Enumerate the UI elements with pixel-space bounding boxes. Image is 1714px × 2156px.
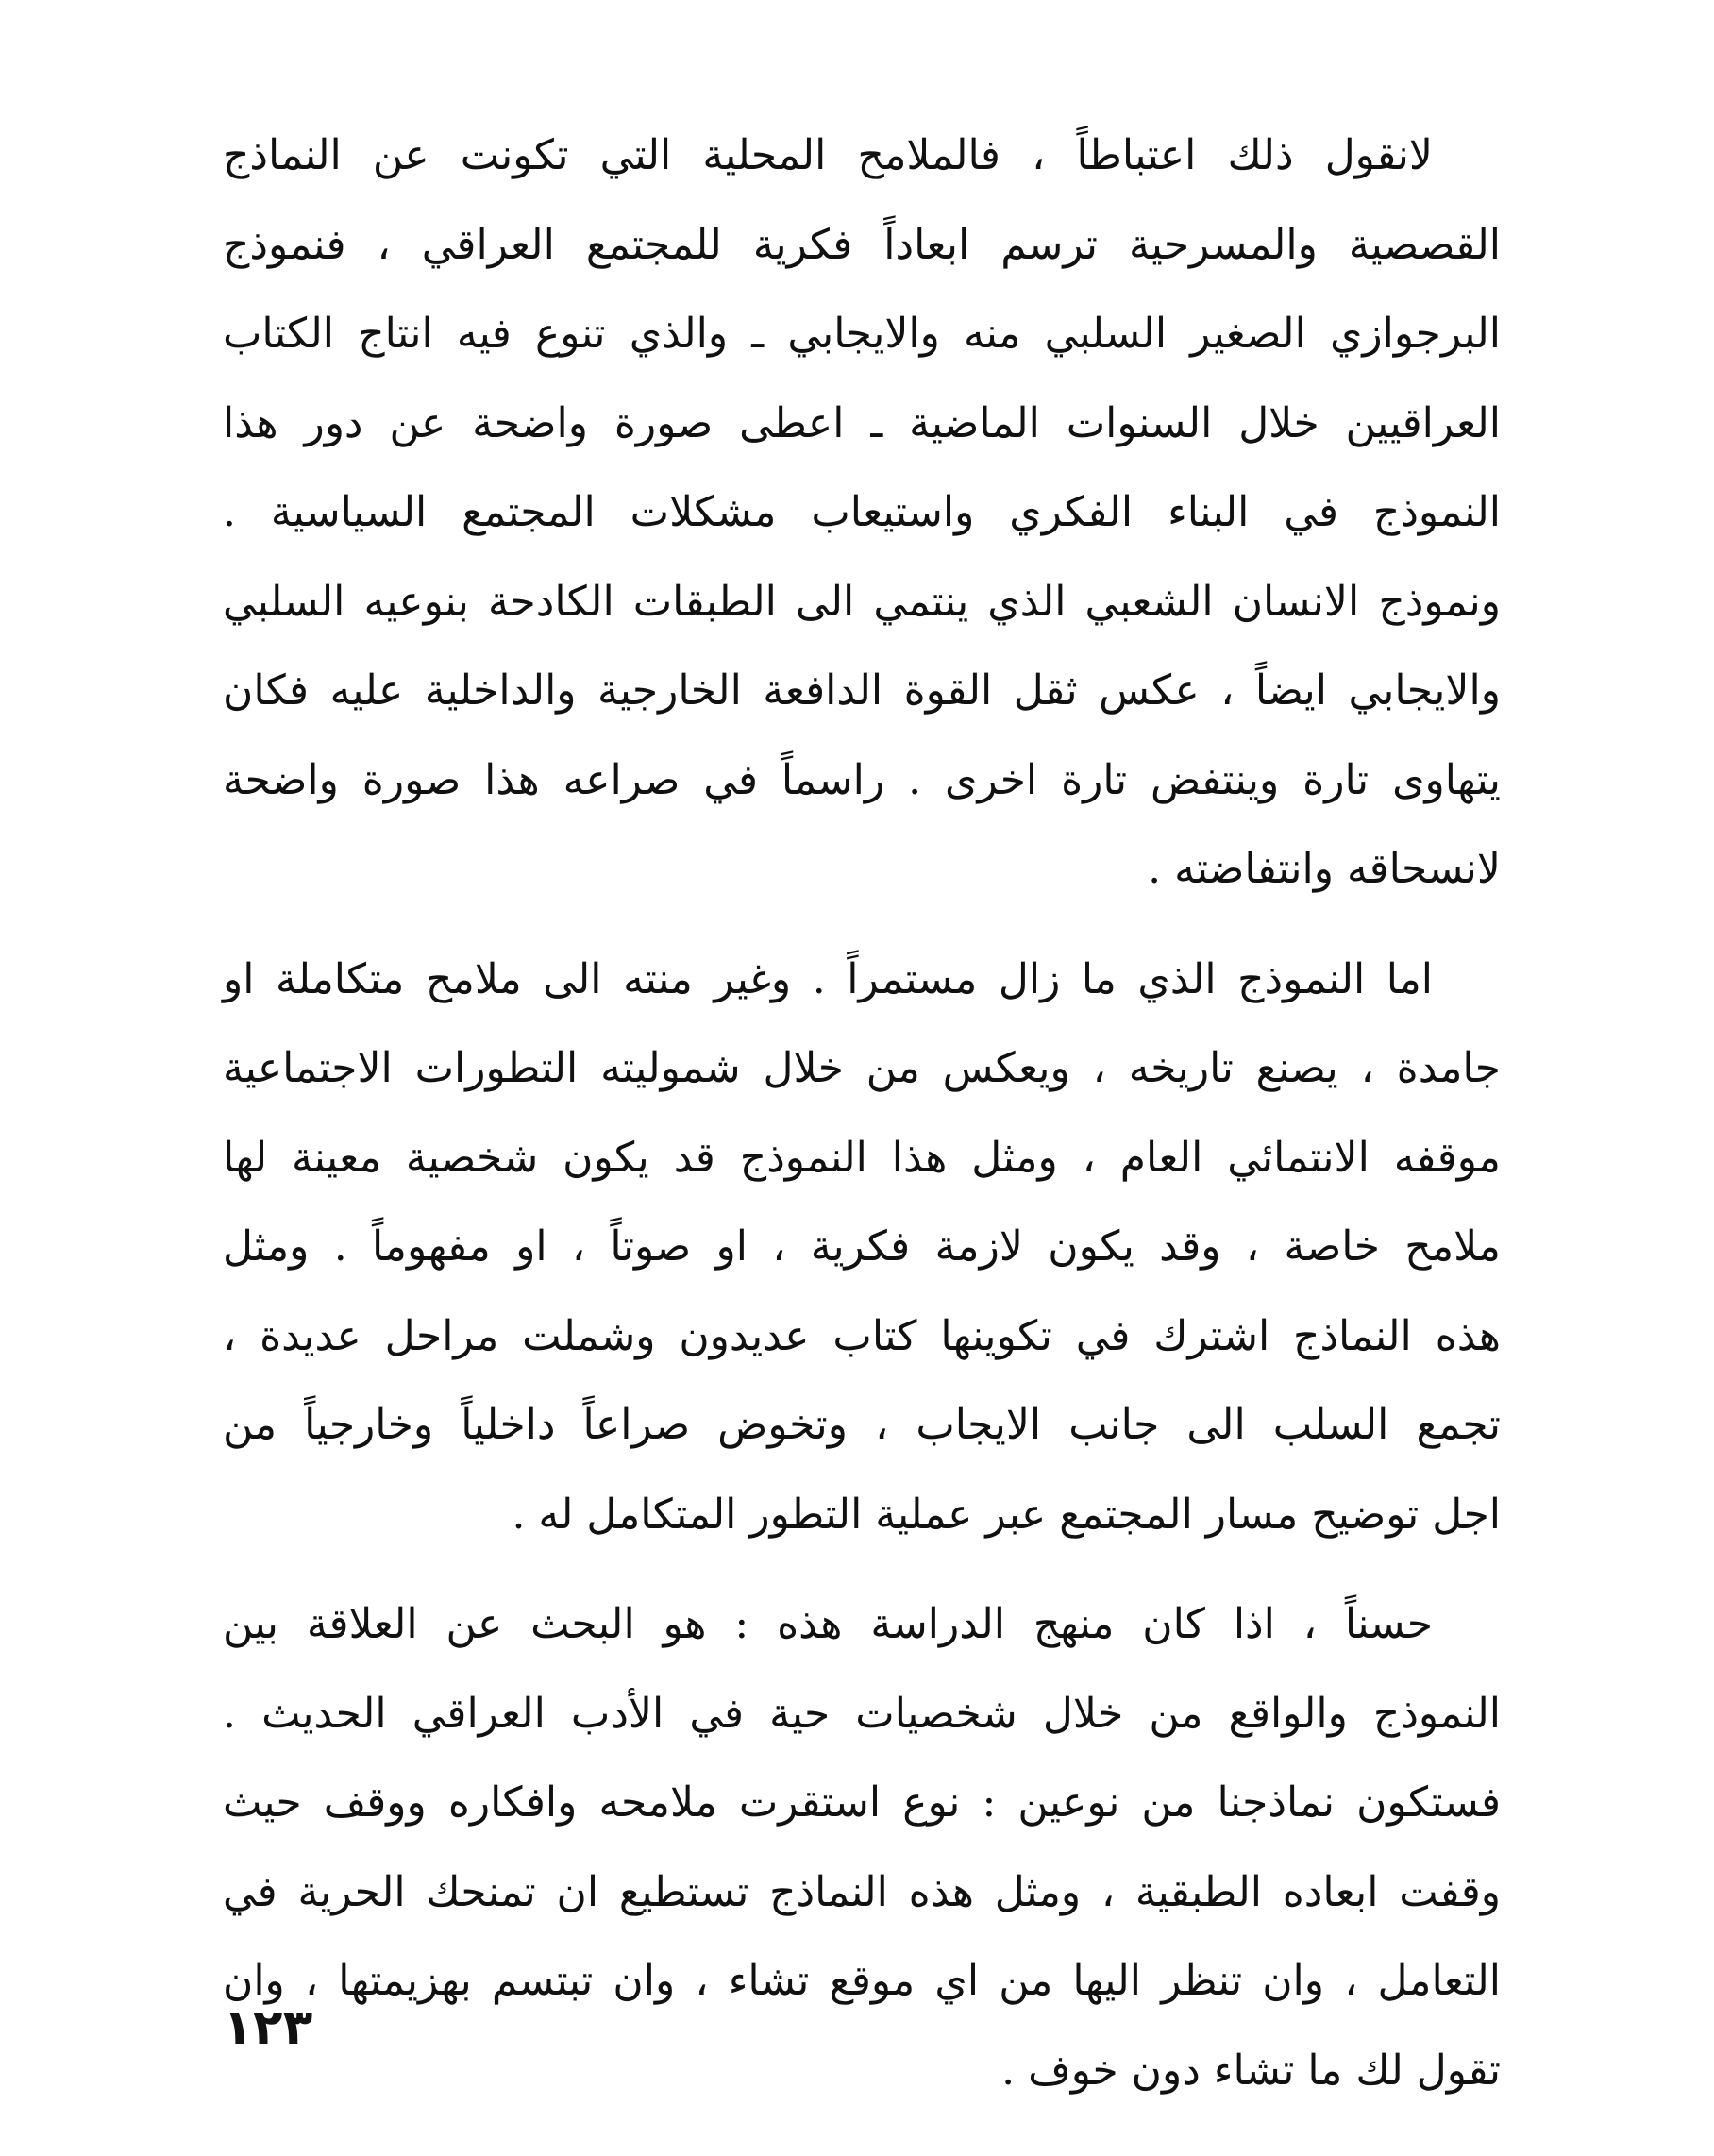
paragraph-1 [223,111,1501,915]
text-line: يتهاوى تارة وينتفض تارة اخرى . راسماً في صراعه هذا صورة واضحة [223,755,1501,804]
page-number: ١٢٣ [223,1999,313,2056]
text-line: والايجابي ايضاً ، عكس ثقل القوة الدافعة الخارجية والداخلية عليه فكان [223,666,1501,715]
text-line: جامدة ، يصنع تاريخه ، ويعكس من خلال شموليته التطورات الاجتماعية [223,1044,1501,1092]
text-line: هذه النماذج اشترك في تكوينها كتاب عديدون وشملت مراحل عديدة ، [223,1311,1502,1360]
text-line: النموذج والواقع من خلال شخصيات حية في الأدب العراقي الحديث . [223,1689,1501,1738]
text-line: البرجوازي الصغير السلبي منه والايجابي ـ والذي تنوع فيه انتاج الكتاب [223,310,1501,358]
text-line: وقفت ابعاده الطبقية ، ومثل هذه النماذج تستطيع ان تمنحك الحرية في [223,1867,1501,1916]
text-line: النموذج في البناء الفكري واستيعاب مشكلات المجتمع السياسية . [223,488,1501,536]
text-line: فستكون نماذجنا من نوعين : نوع استقرت ملامحه وافكاره ووقف حيث [223,1778,1501,1827]
text-line: ونموذج الانسان الشعبي الذي ينتمي الى الطبقات الكادحة بنوعيه السلبي [223,577,1501,626]
text-line: تجمع السلب الى جانب الايجاب ، وتخوض صراعاً داخلياً وخارجياً من [223,1401,1501,1449]
text-line: لانقول ذلك اعتباطاً ، فالملامح المحلية التي تكونت عن النماذج [223,131,1433,179]
paragraph-2 [223,935,1501,1560]
text-line: العراقيين خلال السنوات الماضية ـ اعطى صورة واضحة عن دور هذا [223,398,1501,447]
text-line: القصصية والمسرحية ترسم ابعاداً فكرية للمجتمع العراقي ، فنموذج [223,220,1501,269]
text-line: حسناً ، اذا كان منهج الدراسة هذه : هو البحث عن العلاقة بين [223,1600,1433,1648]
text-line: التعامل ، وان تنظر اليها من اي موقع تشاء ، وان تبتسم بهزيمتها ، وان [223,1957,1501,2005]
text-line: اما النموذج الذي ما زال مستمراً . وغير منته الى ملامح متكاملة او [223,954,1433,1003]
text-line: موقفه الانتمائي العام ، ومثل هذا النموذج قد يكون شخصية معينة لها [223,1133,1501,1182]
text-line: ملامح خاصة ، وقد يكون لازمة فكرية ، او صوتاً ، او مفهوماً . ومثل [223,1222,1501,1271]
body-text [223,111,1501,2115]
text-line: لانسحاقه وانتفاضته . [1148,845,1501,893]
text-line: تقول لك ما تشاء دون خوف . [1001,2046,1501,2095]
text-line: اجل توضيح مسار المجتمع عبر عملية التطور المتكامل له . [512,1490,1501,1539]
paragraph-3 [223,1580,1501,2115]
